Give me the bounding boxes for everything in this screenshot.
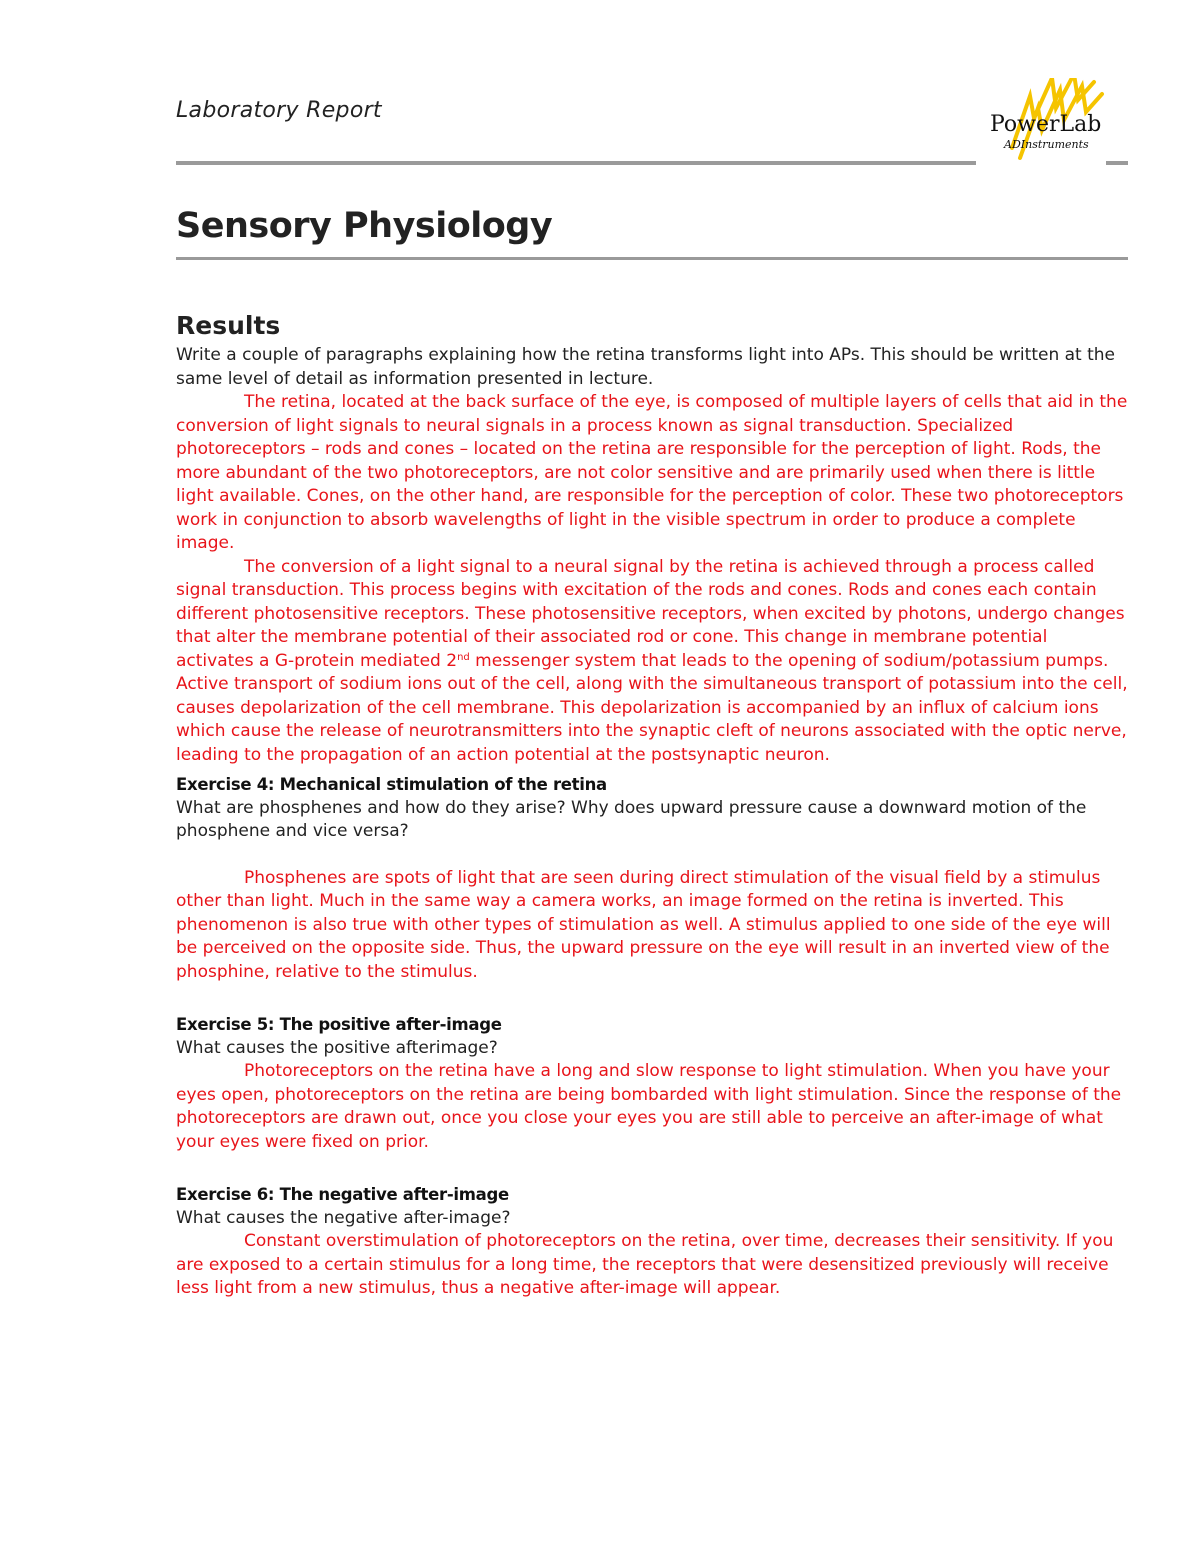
spacer [176,1154,1128,1177]
results-heading: Results [176,311,281,340]
exercise-5-answer: Photoreceptors on the retina have a long and slow response to light stimulation. When you have your eyes open, photoreceptors on the retina are being bombarded with light stimulation. Since the response of the photoreceptors are drawn out, once you close your eyes you are still able to perceive an after-image of what your eyes were fixed on prior. [176,1061,1122,1152]
answer-2-part-b: messenger system that leads to the opening of sodium/potassium pumps. Active transport of sodium ions out of the cell, along with the simultaneous transport of potassium into the cell, causes depolarization of the cell membrane. This depolarization is accompanied by an influx of calcium ions which cause the release of neurotransmitters into the synaptic cleft of neurons associated with the optic nerve, leading to the propagation of an action potential at the postsynaptic neuron. [176,650,1128,765]
logo-brand-text: PowerLab [990,112,1102,137]
exercise-6-heading: Exercise 6: The negative after-image [176,1185,509,1204]
report-body [176,308,1128,1301]
logo-sub-text: ADInstruments [1004,138,1089,151]
spacer [176,984,1128,1007]
exercise-6-question: What causes the negative after-image? [176,1207,511,1228]
exercise-4-question: What are phosphenes and how do they arise? Why does upward pressure cause a downward motion of the phosphene and vice versa? [176,797,1087,841]
answer-2-superscript: nd [457,651,470,663]
header-divider-end [1106,161,1128,165]
document-title: Sensory Physiology [176,206,553,246]
exercise-4-heading: Exercise 4: Mechanical stimulation of the retina [176,775,607,794]
answer-2-part-a: The conversion of a light signal to a neural signal by the retina is achieved through a process called signal transduction. This process begins with excitation of the rods and cones. Rods and cones each contain different photosensitive receptors. These photosensitive receptors, when excited by photons, undergo changes that alter the membrane potential of their associated rod or cone. This change in membrane potential activates a G-protein mediated 2 [176,556,1125,671]
results-answer-paragraph-2 [176,556,1128,768]
results-answer-paragraph-1: The retina, located at the back surface of the eye, is composed of multiple layers of cells that aid in the conversion of light signals to neural signals in a process known as signal transduction. Specialized photoreceptors – rods and cones – located on the retina are responsible for the perception of light. Rods, the more abundant of the two photoreceptors, are not color sensitive and are primarily used when there is little light available. Cones, on the other hand, are responsible for the perception of color. These two photoreceptors work in conjunction to absorb wavelengths of light in the visible spectrum in order to produce a complete image. [176,392,1128,553]
exercise-4-answer: Phosphenes are spots of light that are seen during direct stimulation of the visual field by a stimulus other than light. Much in the same way a camera works, an image formed on the retina is inverted. This phenomenon is also true with other types of stimulation as well. A stimulus applied to one side of the eye will be perceived on the opposite side. Thus, the upward pressure on the eye will result in an inverted view of the phosphine, relative to the stimulus. [176,867,1111,982]
spacer [176,844,1128,867]
powerlab-logo [982,78,1112,170]
results-question: Write a couple of paragraphs explaining how the retina transforms light into APs. This should be written at the same level of detail as information presented in lecture. [176,345,1116,389]
title-divider [176,257,1128,260]
exercise-5-heading: Exercise 5: The positive after-image [176,1015,502,1034]
header-divider [176,161,976,165]
exercise-5-question: What causes the positive afterimage? [176,1037,498,1058]
report-type-label: Laboratory Report [176,98,382,123]
exercise-6-answer: Constant overstimulation of photoreceptors on the retina, over time, decreases their sensitivity. If you are exposed to a certain stimulus for a long time, the receptors that were desensitized previously will receive less light from a new stimulus, thus a negative after-image will appear. [176,1231,1114,1298]
